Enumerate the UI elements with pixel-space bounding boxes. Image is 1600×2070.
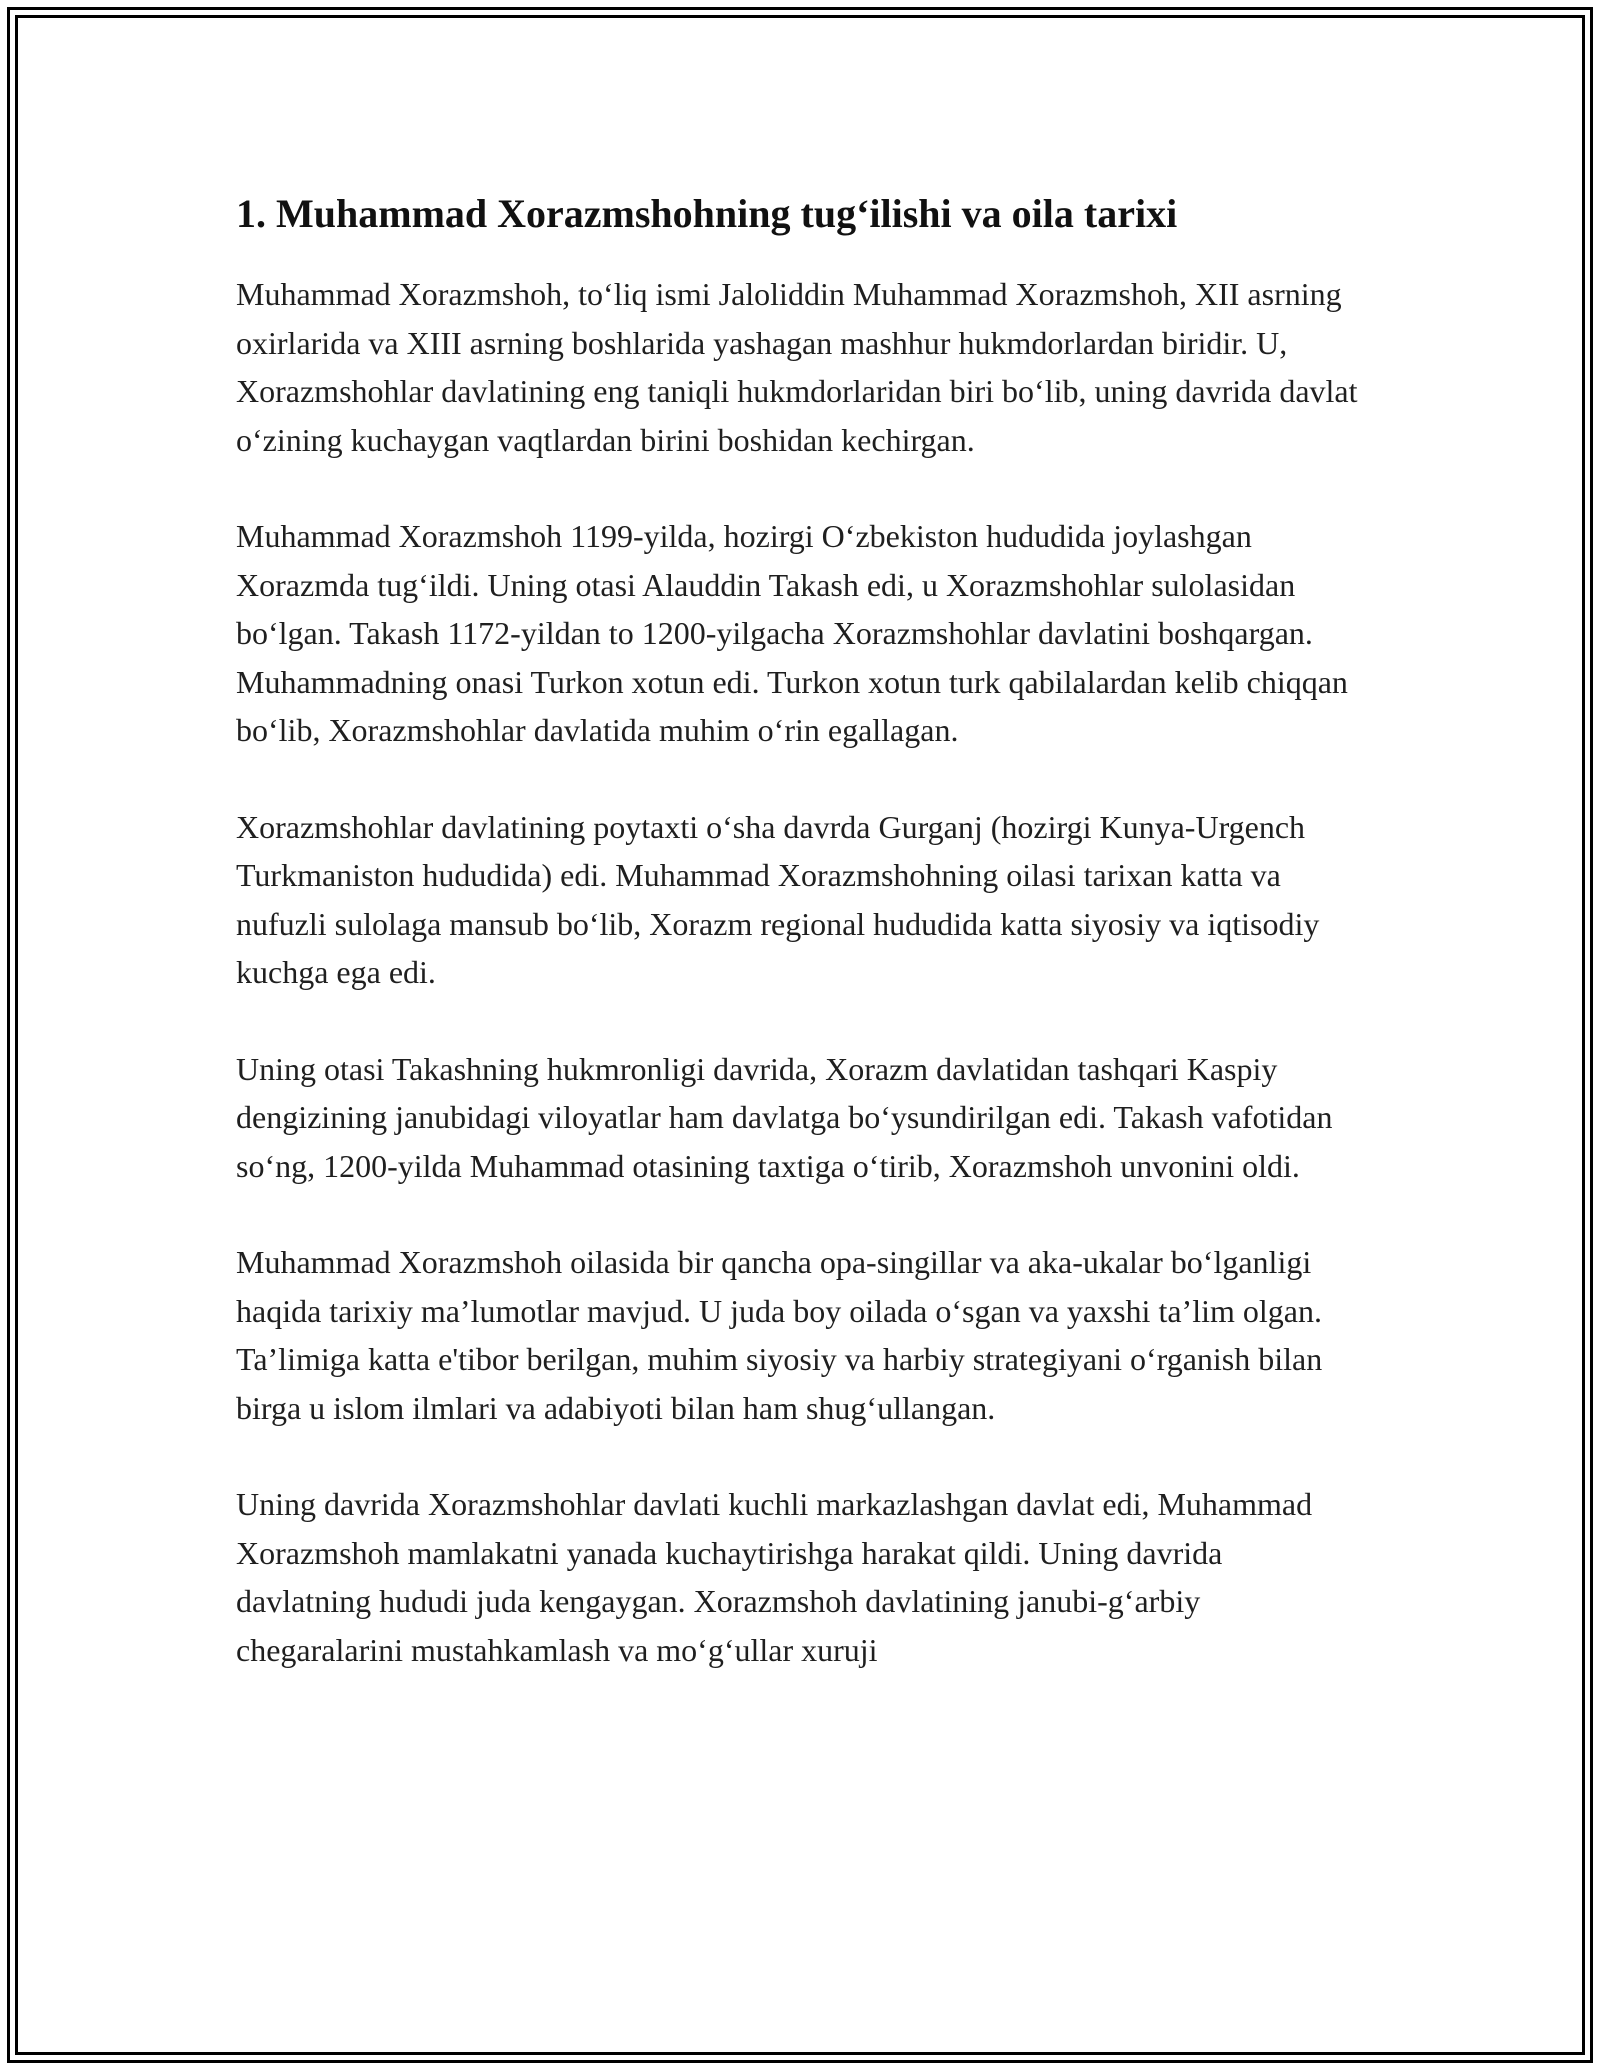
paragraph-4: Uning otasi Takashning hukmronligi davrida, Xorazm davlatidan tashqari Kaspiy dengizining janubidagi viloyatlar ham davlatga bo‘ysundirilgan edi. Takash vafotidan so‘ng, 1200-yilda Muhammad otasining taxtiga o‘tirib, Xorazmshoh unvonini oldi. [236, 1050, 1333, 1184]
document-body [236, 186, 1364, 1722]
paragraph-3: Xorazmshohlar davlatining poytaxti o‘sha davrda Gurganj (hozirgi Kunya-Urgench Turkmaniston hududida) edi. Muhammad Xorazmshohning oilasi tarixan katta va nufuzli sulolaga mansub bo‘lib, Xorazm regional hududida katta siyosiy va iqtisodiy kuchga ega edi. [236, 808, 1320, 990]
paragraph-5: Muhammad Xorazmshoh oilasida bir qancha opa-singillar va aka-ukalar bo‘lganligi haqida tarixiy ma’lumotlar mavjud. U juda boy oilada o‘sgan va yaxshi ta’lim olgan. Ta’limiga katta e'tibor berilgan, muhim siyosiy va harbiy strategiyani o‘rganish bilan birga u islom ilmlari va adabiyoti bilan ham shug‘ullangan. [236, 1244, 1323, 1426]
paragraph-2: Muhammad Xorazmshoh 1199-yilda, hozirgi O‘zbekiston hududida joylashgan Xorazmda tug‘ildi. Uning otasi Alauddin Takash edi, u Xorazmshohlar sulolasidan bo‘lgan. Takash 1172-yildan to 1200-yilgacha Xorazmshohlar davlatini boshqargan. Muhammadning onasi Turkon xotun edi. Turkon xotun turk qabilalardan kelib chiqqan bo‘lib, Xorazmshohlar davlatida muhim o‘rin egallagan. [236, 518, 1348, 748]
section-heading: 1. Muhammad Xorazmshohning tug‘ilishi va oila tarixi [236, 191, 1178, 236]
paragraph-6: Uning davrida Xorazmshohlar davlati kuchli markazlashgan davlat edi, Muhammad Xorazmshoh mamlakatni yanada kuchaytirishga harakat qildi. Uning davrida davlatning hududi juda kengaygan. Xorazmshoh davlatining janubi-g‘arbiy chegaralarini mustahkamlash va mo‘g‘ullar xuruji [236, 1486, 1313, 1668]
paragraph-1: Muhammad Xorazmshoh, to‘liq ismi Jaloliddin Muhammad Xorazmshoh, XII asrning oxirlarida va XIII asrning boshlarida yashagan mashhur hukmdorlardan biridir. U, Xorazmshohlar davlatining eng taniqli hukmdorlaridan biri bo‘lib, uning davrida davlat o‘zining kuchaygan vaqtlardan birini boshidan kechirgan. [236, 276, 1358, 458]
